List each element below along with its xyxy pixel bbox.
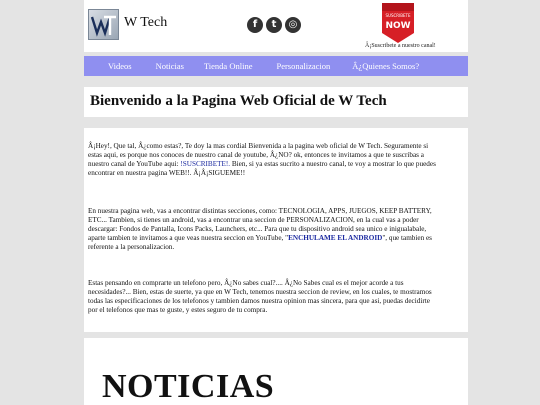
sections-paragraph bbox=[88, 207, 440, 252]
intro-paragraph bbox=[88, 142, 440, 178]
nav-item-videos[interactable]: Videos bbox=[108, 61, 132, 71]
subscribe-link[interactable]: !SUSCRIBETE!. bbox=[180, 160, 231, 168]
welcome-title-panel bbox=[84, 87, 468, 117]
subscribe-badge-main-text: NOW bbox=[385, 21, 411, 31]
subscribe-badge-top-text: SUSCRIBETE bbox=[385, 13, 411, 18]
news-panel bbox=[84, 338, 468, 405]
nav-item-personalizacion[interactable]: Personalizacion bbox=[276, 61, 331, 71]
sections-text-end: ", que tambien es referente a la personalizacion. bbox=[88, 234, 432, 251]
intro-text-start: Â¡Hey!, Que tal, Â¿como estas?, Te doy la mas cordial Bienvenida a la pagina web oficial de W Tech. Seguramente si estas aqui, es porque nos conoces de nuestro canal de youtube, Â¿NO? ok, entonces te invitamos a que te suscribas a nuestro canal de YouTube aqui: bbox=[88, 142, 429, 168]
site-header bbox=[84, 0, 468, 52]
intro-text-end: Bien, si ya estas sucrito a nuestro canal, te voy a mostrar lo que puedes encontrar en nuestra pagina WEB!!. Â¡Â¡SIGUEME!! bbox=[88, 160, 436, 177]
facebook-icon[interactable]: f bbox=[247, 17, 263, 33]
nav-item-noticias[interactable]: Noticias bbox=[155, 61, 184, 71]
intro-text-panel bbox=[84, 128, 468, 332]
reviews-paragraph: Estas pensando en comprarte un telefono pero, Â¿No sabes cual?.... Â¿No Sabes cual es el mejor acorde a tus necesidades?... Bien, estas de suerte, ya que en W Tech, tenemos nuestra seccion de review, en los cuales, te mostramos todas las especificaciones de los telefonos y tambien damos nuestra opinion mas sincera, para que asi, puedas decidirte por el telefonos que mas te guste, y estes seguro de tu compra. bbox=[88, 279, 432, 314]
subscribe-caption[interactable]: Â¡Suscribete a nuestro canal! bbox=[365, 43, 436, 49]
nav-item-quienes-somos[interactable]: Â¿Quienes Somos? bbox=[352, 61, 420, 71]
site-logo-icon[interactable] bbox=[88, 9, 119, 40]
main-nav bbox=[84, 56, 468, 76]
sections-text-start: En nuestra pagina web, vas a encontrar distintas secciones, como: TECNOLOGIA, APPS, JUEGOS, KEEP BATTERY, ETC... Tambien, si tienes un android, vas a encontrar una seccion de PERSONALIZACION, en la cual vas a poder descargar: Fondos de Pantalla, Icons Packs, Launchers, etc... Para que tu dispositivo android sea unico e inigualabale, aparte tambien te invitamos a que veas nuestra seccion en YouTube, " bbox=[88, 207, 432, 242]
enchulame-android-link[interactable]: ENCHULAME EL ANDROID bbox=[288, 234, 383, 242]
site-title[interactable]: W Tech bbox=[124, 15, 168, 30]
instagram-icon[interactable]: ◎ bbox=[285, 17, 301, 33]
nav-item-tienda-online[interactable]: Tienda Online bbox=[203, 61, 253, 71]
news-heading: NOTICIAS bbox=[102, 368, 275, 405]
twitter-icon[interactable]: t bbox=[266, 17, 282, 33]
social-links bbox=[247, 14, 304, 33]
subscribe-now-badge[interactable] bbox=[380, 3, 416, 43]
page-title: Bienvenido a la Pagina Web Oficial de W Tech bbox=[90, 93, 387, 109]
